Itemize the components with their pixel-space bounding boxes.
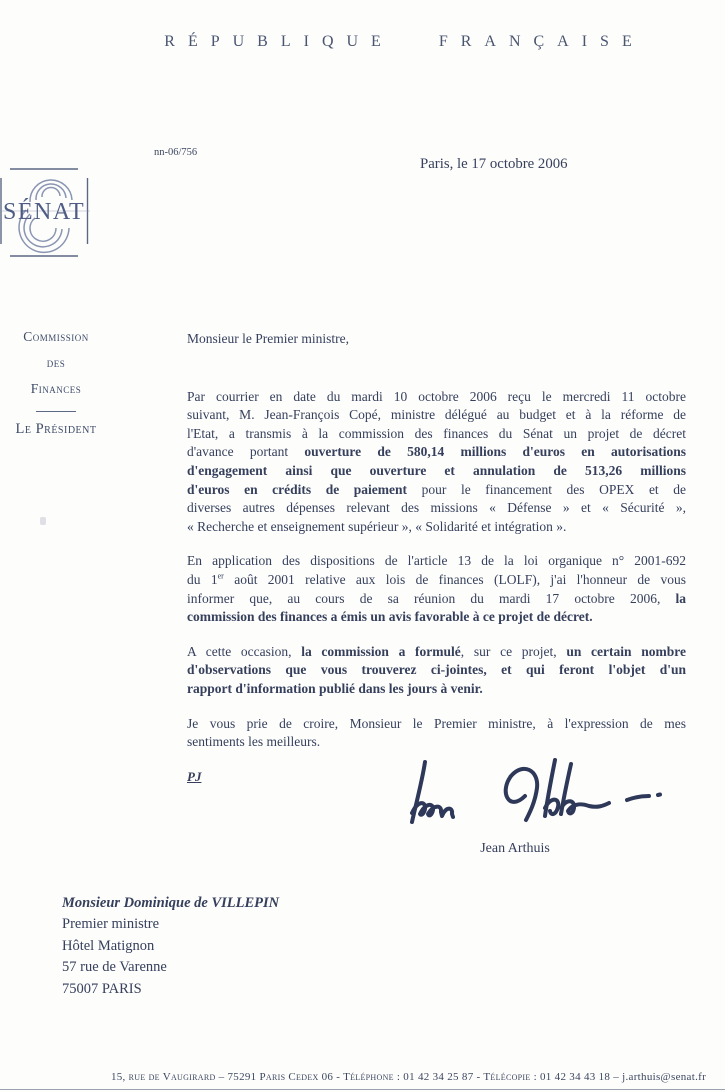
letter-body xyxy=(187,330,686,786)
letter-paragraph xyxy=(187,715,686,752)
text-segment: un certain nombre xyxy=(566,643,686,659)
sidebar-commission xyxy=(0,324,112,402)
letter-line xyxy=(187,443,686,462)
letter-line xyxy=(187,715,686,734)
text-segment: j.arthuis@senat.fr xyxy=(622,1071,707,1083)
text-segment: d'engagement ainsi que ouverture et annulation de 513,26 millions xyxy=(187,462,686,478)
letter-line xyxy=(187,462,686,481)
senat-logo-graphic xyxy=(0,166,92,260)
letter-paragraph xyxy=(187,552,686,626)
text-segment: Hôtel Matignon xyxy=(62,937,155,954)
text-segment: Premier ministre xyxy=(62,916,160,933)
text-segment: août 2001 relative aux lois de finances (LOLF), j'ai l'honneur de vous xyxy=(223,571,687,587)
text-segment: informer que, au cours de sa réunion du mardi 17 octobre 2006, xyxy=(187,590,676,606)
text-segment: 75007 PARIS xyxy=(62,980,142,997)
text-segment: commission des finances a émis un avis favorable à ce projet de décret. xyxy=(187,609,593,625)
scan-artifact xyxy=(40,517,46,525)
text-line: Finances xyxy=(30,381,82,396)
letter-line xyxy=(187,518,686,537)
text-segment: diverses autres dépenses relevant des missions « Défense » et « Sécurité », xyxy=(187,500,686,516)
letter-line xyxy=(187,733,686,752)
text-line: des xyxy=(46,355,66,370)
text-segment: l'Etat, a transmis à la commission des finances du Sénat un projet de décret xyxy=(187,425,686,441)
letter-line xyxy=(187,680,686,699)
text-segment: d'avance portant xyxy=(187,444,305,460)
text-segment: d'euros en crédits de paiement xyxy=(187,481,408,497)
text-segment: « Recherche et enseignement supérieur », « Solidarité et intégration ». xyxy=(187,518,567,534)
letter-line xyxy=(187,406,686,425)
text-line xyxy=(62,893,279,914)
sidebar xyxy=(0,324,112,438)
logo-senat-text: SÉNAT xyxy=(3,199,86,225)
text-line: Commission xyxy=(23,329,89,344)
text-segment: sentiments les meilleurs. xyxy=(187,734,321,750)
recipient-block xyxy=(62,893,279,1000)
text-segment: , sur ce projet, xyxy=(460,643,567,659)
letter-line xyxy=(187,643,686,662)
text-line xyxy=(62,914,279,935)
dateline: Paris, le 17 octobre 2006 xyxy=(420,156,568,172)
text-segment: 15, rue de Vaugirard – 75291 Paris Cedex 06 - Téléphone : 01 42 34 25 87 - Télécopie : 01 42 34 43 18 – xyxy=(110,1071,623,1083)
text-segment: 57 rue de Varenne xyxy=(62,959,167,976)
text-segment: pour le financement des OPEX et de xyxy=(407,481,687,497)
senat-logo xyxy=(0,166,92,260)
signer-name: Jean Arthuis xyxy=(480,841,550,856)
text-segment: la xyxy=(675,590,686,606)
letter-line xyxy=(187,481,686,500)
text-segment: Par courrier en date du mardi 10 octobre 2006 reçu le mercredi 11 octobre xyxy=(187,388,686,404)
text-segment: suivant, M. Jean-François Copé, ministre délégué au budget et à la réforme de xyxy=(187,407,686,423)
enclosure-note: PJ xyxy=(187,768,202,784)
text-line xyxy=(62,936,279,957)
sidebar-role: Le Président xyxy=(15,421,97,437)
text-segment: er xyxy=(217,571,224,581)
scan-bottom-edge xyxy=(0,1089,725,1091)
text-segment: la commission a formulé xyxy=(301,643,461,659)
text-segment: Monsieur Dominique de VILLEPIN xyxy=(62,895,280,911)
letter-line xyxy=(187,425,686,444)
text-segment: A cette occasion, xyxy=(187,643,302,659)
letter-paragraphs xyxy=(187,388,686,752)
letter-paragraph xyxy=(187,643,686,699)
letter-line xyxy=(187,388,686,407)
reference-number: nn-06/756 xyxy=(154,147,198,158)
letter-line xyxy=(187,608,686,627)
text-segment: rapport d'information publié dans les jours à venir. xyxy=(187,680,483,696)
text-line xyxy=(62,979,279,1000)
letter-line xyxy=(187,499,686,518)
signature-scrawl xyxy=(398,756,680,844)
sidebar-divider xyxy=(36,411,76,412)
letter-line xyxy=(187,552,686,571)
salutation: Monsieur le Premier ministre, xyxy=(187,331,349,346)
letter-line xyxy=(187,661,686,680)
text-line xyxy=(62,957,279,978)
text-segment: ouverture de 580,14 millions d'euros en autorisations xyxy=(304,444,687,460)
letter-paragraph xyxy=(187,388,686,537)
text-segment: En application des dispositions de l'article 13 de la loi organique n° 2001-692 xyxy=(187,553,686,569)
text-segment: du 1 xyxy=(187,571,218,587)
text-segment: d'observations que vous trouverez ci-jointes, et qui feront l'objet d'un xyxy=(187,662,686,678)
footer-contact xyxy=(94,1071,723,1083)
republique-francaise-title: RÉPUBLIQUE FRANÇAISE xyxy=(164,33,645,50)
letter-line xyxy=(187,590,686,609)
text-segment: Je vous prie de croire, Monsieur le Premier ministre, à l'expression de mes xyxy=(187,715,686,731)
letter-line xyxy=(187,571,686,590)
